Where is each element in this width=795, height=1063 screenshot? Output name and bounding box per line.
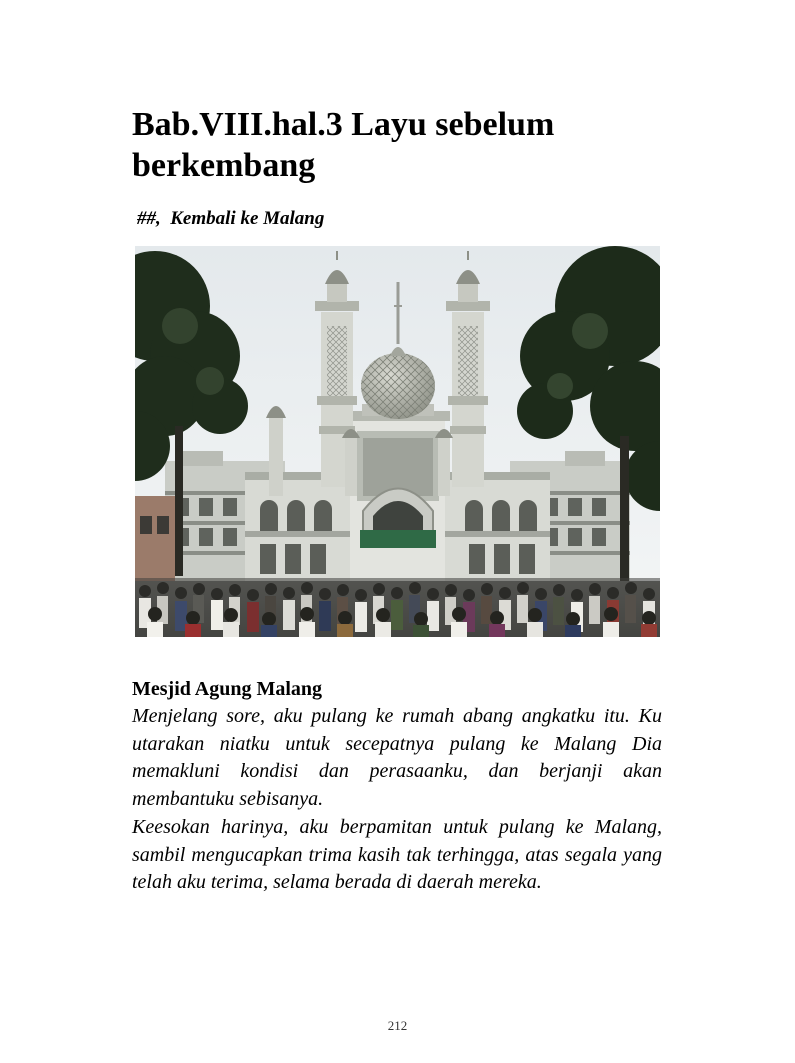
page-number: 212 — [387, 1018, 408, 1033]
paragraph-1: Menjelang sore, aku pulang ke rumah abang angkatku itu. Ku utarakan niatku untuk secepatnya pulang ke Malang Dia memakluni kondisi dan perasaanku, dan berjanji akan membantuku sebisanya. — [132, 705, 662, 811]
chapter-title: Bab.VIII.hal.3 Layu sebelum berkembang — [132, 106, 555, 184]
section-heading: ##, Kembali ke Malang — [137, 208, 325, 229]
paragraph-2: Keesokan harinya, aku berpamitan untuk pulang ke Malang, sambil mengucapkan trima kasih tak terhingga, atas segala yang telah aku terima, selama berada di daerah mereka. — [132, 815, 662, 894]
body-text — [132, 703, 662, 897]
photo-caption: Mesjid Agung Malang — [132, 678, 323, 700]
mosque-photo — [135, 246, 660, 637]
